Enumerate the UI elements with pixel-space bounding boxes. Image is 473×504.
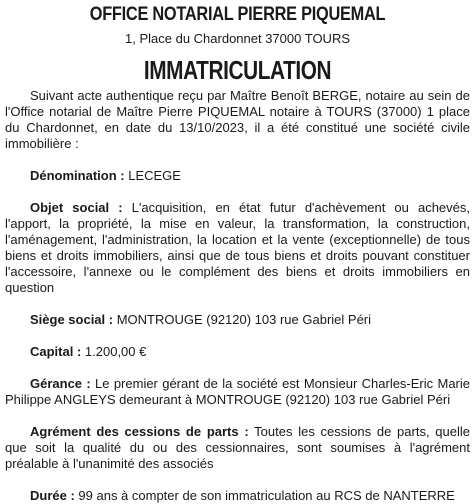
clause-label: Dénomination : — [30, 168, 125, 183]
clause-text: 1.200,00 € — [81, 344, 147, 359]
clause-siege-social — [5, 312, 470, 328]
clause-text: MONTROUGE (92120) 103 rue Gabriel Péri — [113, 312, 372, 327]
clause-text: 99 ans à compter de son immatriculation au RCS de NANTERRE — [74, 488, 455, 503]
office-address: 1, Place du Chardonnet 37000 TOURS — [125, 31, 350, 46]
clause-gerance — [5, 376, 470, 408]
intro-paragraph: Suivant acte authentique reçu par Maître Benoît BERGE, notaire au sein de l'Office notarial de Maître Pierre PIQUEMAL notaire à TOURS (37000) 1 place du Chardonnet, en date du 13/10/2023, il a été constitué une société civile immobilière : — [5, 88, 470, 151]
clause-text: L'acquisition, en état futur d'achèvement ou achevés, l'apport, la propriété, la mise en valeur, la transformation, la construction, l'aménagement, l'administration, la location et la vente (exceptionnelle) de tous biens et droits immobiliers, ainsi que de tous biens et droits pouvant constituer l'accessoire, l'annexe ou le complément des biens et droits immobiliers en question — [5, 200, 470, 295]
office-name: OFFICE NOTARIAL PIERRE PIQUEMAL — [89, 4, 386, 25]
clause-label: Siège social : — [30, 312, 114, 327]
clause-label: Durée : — [30, 488, 75, 503]
clause-capital — [5, 344, 470, 360]
clause-text: Le premier gérant de la société est Monsieur Charles-Eric Marie Philippe ANGLEYS demeurant à MONTROUGE (92120) 103 rue Gabriel Péri — [5, 376, 470, 407]
notice-body — [5, 88, 470, 504]
clause-label: Objet social : — [30, 200, 123, 215]
clause-objet-social — [5, 200, 470, 296]
clause-denomination — [5, 168, 470, 184]
notice-title: IMMATRICULATION — [143, 55, 332, 85]
clause-agrement — [5, 424, 470, 472]
clause-duree — [5, 488, 470, 504]
clause-text: LECEGE — [124, 168, 181, 183]
clause-text: Toutes les cessions de parts, quelle que soit la qualité du ou des cessionnaires, sont soumises à l'agrément préalable à l'unanimité des associés — [5, 424, 470, 471]
clause-label: Agrément des cessions de parts : — [30, 424, 249, 439]
clause-label: Gérance : — [30, 376, 91, 391]
legal-notice — [0, 4, 473, 503]
clause-label: Capital : — [30, 344, 82, 359]
